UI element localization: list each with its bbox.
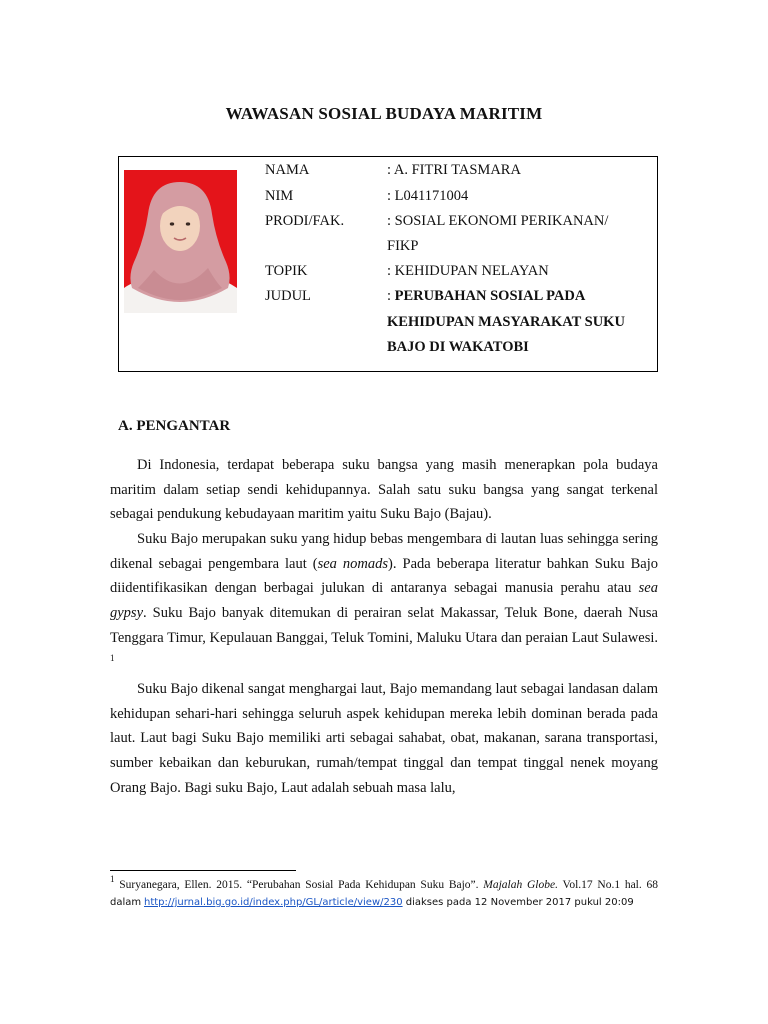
footnote-text-b: Vol.17 No.1 hal. 68 — [557, 879, 658, 891]
label-judul: JUDUL — [265, 288, 311, 304]
value-prodi-cont: FIKP — [387, 238, 419, 254]
value-nim: : L041171004 — [387, 188, 469, 204]
footnote-divider — [110, 870, 296, 871]
document-title: WAWASAN SOSIAL BUDAYA MARITIM — [225, 104, 543, 123]
judul-colon: : — [387, 288, 395, 304]
paragraph-3 — [110, 677, 658, 801]
section-heading: A. PENGANTAR — [118, 418, 231, 434]
value-nama: : A. FITRI TASMARA — [387, 162, 521, 178]
footnote-accessed: diakses pada 12 November 2017 pukul 20:09 — [402, 897, 634, 908]
footnote-marker: 1 — [110, 874, 115, 884]
footnote — [110, 874, 658, 911]
identity-box — [118, 156, 658, 372]
value-prodi: : SOSIAL EKONOMI PERIKANAN/ — [387, 213, 609, 229]
label-nama: NAMA — [265, 162, 310, 178]
paragraph-2-text-c: . Suku Bajo banyak ditemukan di perairan selat Makassar, Teluk Bone, daerah Nusa Tenggara Timur, Kepulauan Banggai, Teluk Tomini, Maluku Utara dan peraian Laut Sulawesi. — [110, 605, 658, 646]
footnote-text-a: Suryanegara, Ellen. 2015. “Perubahan Sosial Pada Kehidupan Suku Bajo”. — [114, 879, 484, 891]
paragraph-2-text-b: ). Pada beberapa literatur bahkan Suku Bajo diidentifikasikan dengan berbagai julukan di antaranya sebagai manusia perahu atau — [110, 555, 658, 597]
footnote-dalam: dalam — [110, 897, 142, 908]
judul-line-2 — [387, 310, 625, 335]
value-judul — [387, 284, 585, 309]
judul-line-3 — [387, 335, 529, 360]
label-prodi: PRODI/FAK. — [265, 213, 345, 229]
paragraph-2-italic-2: sea gypsy — [110, 580, 658, 622]
paragraph-2-text-a: Suku Bajo merupakan suku yang hidup bebas mengembara di lautan luas sehingga sering dikenal sebagai pengembara laut ( — [110, 531, 658, 572]
footnote-reference[interactable]: 1 — [110, 652, 115, 663]
judul-line-3-text: BAJO DI WAKATOBI — [387, 339, 529, 355]
footnote-link[interactable]: http://jurnal.big.go.id/index.php/GL/article/view/230 — [144, 897, 403, 908]
paragraph-3-text: Suku Bajo dikenal sangat menghargai laut, Bajo memandang laut sebagai landasan dalam kehidupan sehari-hari sehingga seluruh aspek kehidupan mereka lebih dominan berada pada laut. Laut bagi Suku Bajo memiliki arti sebagai sahabat, obat, makanan, sarana transportasi, sumber kebaikan dan keburukan, rumah/tempat tinggal dan tempat tinggal nenek moyang Orang Bajo. Bagi suku Bajo, Laut adalah sebuah masa lalu, — [110, 681, 658, 796]
footnote-journal: Majalah Globe. — [483, 879, 558, 891]
paragraph-1-text: Di Indonesia, terdapat beberapa suku bangsa yang masih menerapkan pola budaya maritim dalam setiap sendi kehidupannya. Salah satu suku bangsa yang sangat terkenal sebagai pendukung kebudayaan maritim yaitu Suku Bajo (Bajau). — [110, 457, 658, 523]
value-topik: : KEHIDUPAN NELAYAN — [387, 263, 549, 279]
profile-photo — [124, 170, 237, 313]
label-nim: NIM — [265, 188, 294, 204]
judul-line-2-text: KEHIDUPAN MASYARAKAT SUKU — [387, 314, 625, 330]
paragraph-1 — [110, 453, 658, 527]
judul-line-1: PERUBAHAN SOSIAL PADA — [394, 288, 586, 304]
paragraph-2 — [110, 527, 658, 675]
paragraph-2-italic-1: sea nomads — [317, 555, 389, 572]
label-topik: TOPIK — [265, 263, 308, 279]
